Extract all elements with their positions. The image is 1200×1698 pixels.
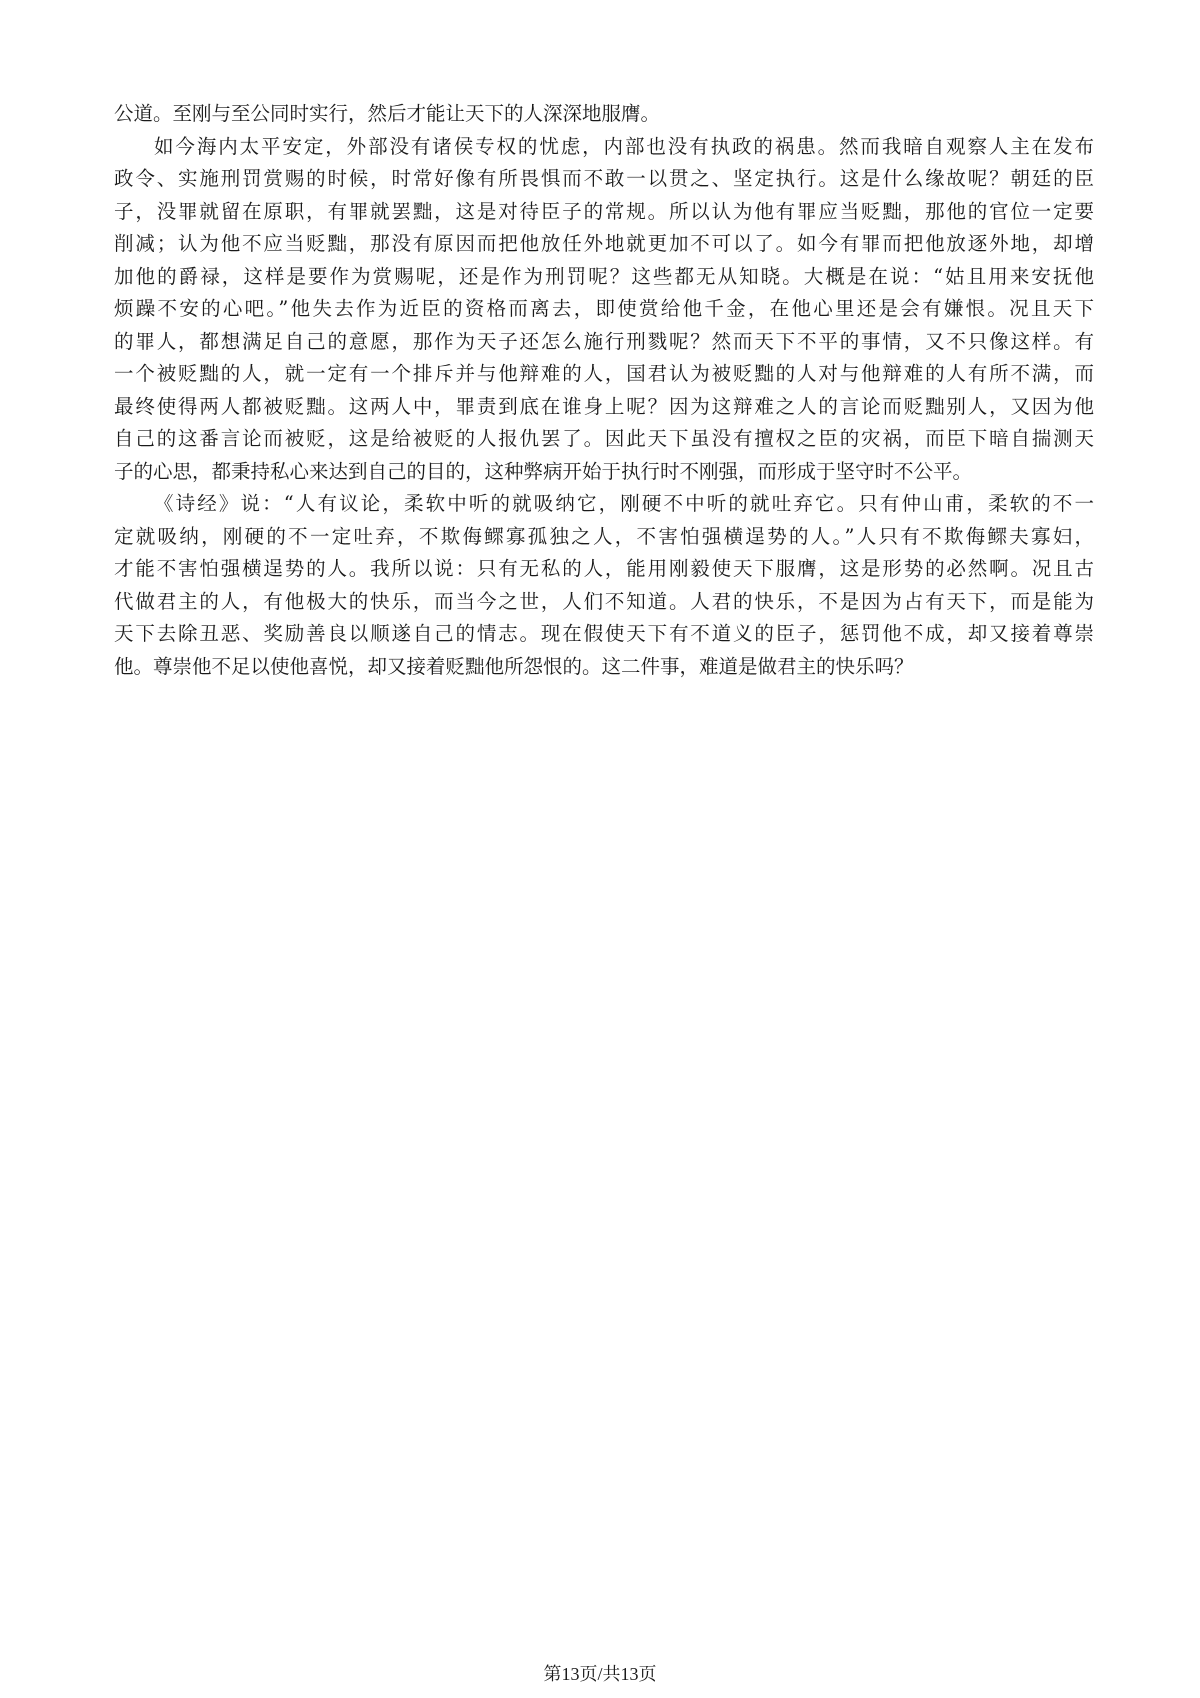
text-line: 一个被贬黜的人，就一定有一个排斥并与他辩难的人，国君认为被贬黜的人对与他辩难的人有所不满，而 <box>114 362 1094 385</box>
text-line: 加他的爵禄，这样是要作为赏赐呢，还是作为刑罚呢？这些都无从知晓。大概是在说：“姑且用来安抚他 <box>114 264 1094 288</box>
text-line: 公道。至刚与至公同时实行，然后才能让天下的人深深地服膺。 <box>114 102 661 125</box>
text-line: 削减；认为他不应当贬黜，那没有原因而把他放任外地就更加不可以了。如今有罪而把他放逐外地，却增 <box>114 232 1094 255</box>
text-line: 定就吸纳，刚硬的不一定吐弃，不欺侮鳏寡孤独之人，不害怕强横逞势的人。”人只有不欺侮鳏夫寡妇， <box>114 524 1094 548</box>
text-line: 自己的这番言论而被贬，这是给被贬的人报仇罢了。因此天下虽没有擅权之臣的灾祸，而臣下暗自揣测天 <box>114 427 1094 450</box>
text-line: 烦躁不安的心吧。”他失去作为近臣的资格而离去，即使赏给他千金，在他心里还是会有嫌恨。况且天下 <box>114 297 1094 320</box>
text-line: 代做君主的人，有他极大的快乐，而当今之世，人们不知道。人君的快乐，不是因为占有天下，而是能为 <box>114 589 1094 613</box>
text-line: 的罪人，都想满足自己的意愿，那作为天子还怎么施行刑戮呢？然而天下不平的事情，又不只像这样。有 <box>114 329 1094 353</box>
text-line: 天下去除丑恶、奖励善良以顺遂自己的情志。现在假使天下有不道义的臣子，惩罚他不成，却又接着尊崇 <box>114 622 1094 645</box>
text-line: 政令、实施刑罚赏赐的时候，时常好像有所畏惧而不敢一以贯之、坚定执行。这是什么缘故呢？朝廷的臣 <box>114 167 1094 190</box>
text-line: 如今海内太平安定，外部没有诸侯专权的忧虑，内部也没有执政的祸患。然而我暗自观察人主在发布 <box>154 134 1094 158</box>
text-line: 子，没罪就留在原职，有罪就罢黜，这是对待臣子的常规。所以认为他有罪应当贬黜，那他的官位一定要 <box>114 199 1094 223</box>
text-line: 子的心思，都秉持私心来达到自己的目的，这种弊病开始于执行时不刚强，而形成于坚守时不公平。 <box>114 459 973 483</box>
page-number-footer: 第13页/共13页 <box>543 1664 657 1684</box>
text-line: 才能不害怕强横逞势的人。我所以说：只有无私的人，能用刚毅使天下服膺，这是形势的必然啊。况且古 <box>114 557 1094 580</box>
text-line: 《诗经》说：“人有议论，柔软中听的就吸纳它，刚硬不中听的就吐弃它。只有仲山甫，柔软的不一 <box>154 492 1094 515</box>
text-line: 最终使得两人都被贬黜。这两人中，罪责到底在谁身上呢？因为这辩难之人的言论而贬黜别人，又因为他 <box>114 394 1094 418</box>
text-line: 他。尊崇他不足以使他喜悦，却又接着贬黜他所怨恨的。这二件事，难道是做君主的快乐吗？ <box>114 654 914 678</box>
document-body <box>114 98 1094 683</box>
